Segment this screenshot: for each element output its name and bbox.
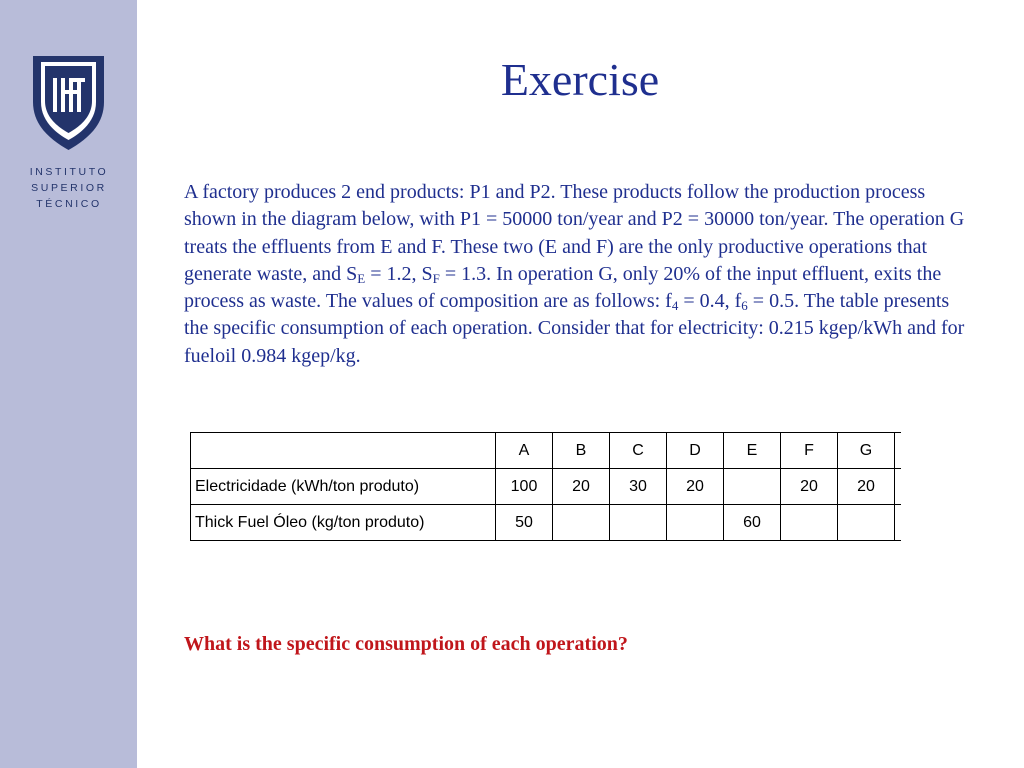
ist-shield-logo: [31, 54, 106, 152]
table-row: [191, 469, 902, 505]
table-cell: 20: [553, 469, 610, 505]
table-cell: 100: [496, 469, 553, 505]
header-cell: A: [496, 433, 553, 469]
sidebar: [0, 0, 137, 768]
table-cell: [781, 505, 838, 541]
header-cell: F: [781, 433, 838, 469]
table-cell: [895, 505, 902, 541]
subscript-f: F: [432, 270, 440, 286]
header-cell: G: [838, 433, 895, 469]
table-cell: [724, 469, 781, 505]
statement-part-3: = 1.3. In operation G, only 20% of the input effluent, exits the process as waste. The values of composition are as follows: f: [184, 262, 942, 313]
statement-part-5: = 0.5. The table presents the specific consumption of each operation. Consider that for electricity: 0.215 kgep/kWh and for fueloil 0.984 kgep/kg.: [184, 290, 965, 367]
logo-line-1: INSTITUTO: [29, 166, 109, 178]
table-cell: [553, 505, 610, 541]
statement-part-1: A factory produces 2 end products: P1 and P2. These products follow the production process shown in the diagram below, with P1 = 50000 ton/year and P2 = 30000 ton/year. The operation G treats the effluents from E and F. These two (E and F) are the only productive operations that generate waste, and S: [184, 181, 965, 285]
row-label: Electricidade (kWh/ton produto): [191, 469, 496, 505]
table-cell: 30: [610, 469, 667, 505]
logo-line-2: SUPERIOR: [31, 182, 107, 194]
table-row: [191, 505, 902, 541]
table-cell: 20: [667, 469, 724, 505]
header-cell: [191, 433, 496, 469]
table-cell: [895, 469, 902, 505]
header-cell: C: [610, 433, 667, 469]
subscript-4: 4: [671, 298, 679, 314]
table-cell: [667, 505, 724, 541]
statement-part-2: = 1.2, S: [365, 262, 433, 285]
table-cell: 20: [838, 469, 895, 505]
slide-title: Exercise: [500, 54, 660, 105]
table-cell: 60: [724, 505, 781, 541]
table-cell: 50: [496, 505, 553, 541]
row-label: Thick Fuel Óleo (kg/ton produto): [191, 505, 496, 541]
table-cell: 20: [781, 469, 838, 505]
logo-wordmark: [14, 164, 124, 212]
table-cell: [610, 505, 667, 541]
header-cell: [895, 433, 902, 469]
header-cell: E: [724, 433, 781, 469]
question-text: What is the specific consumption of each operation?: [184, 633, 628, 655]
problem-statement: [184, 179, 974, 370]
table-cell: [838, 505, 895, 541]
subscript-6: 6: [741, 298, 748, 314]
table-header-row: [191, 433, 902, 469]
statement-part-4: = 0.4, f: [678, 290, 742, 313]
subscript-e: E: [357, 270, 366, 286]
consumption-table: [190, 432, 901, 541]
header-cell: D: [667, 433, 724, 469]
header-cell: B: [553, 433, 610, 469]
logo-line-3: TÉCNICO: [36, 198, 102, 210]
